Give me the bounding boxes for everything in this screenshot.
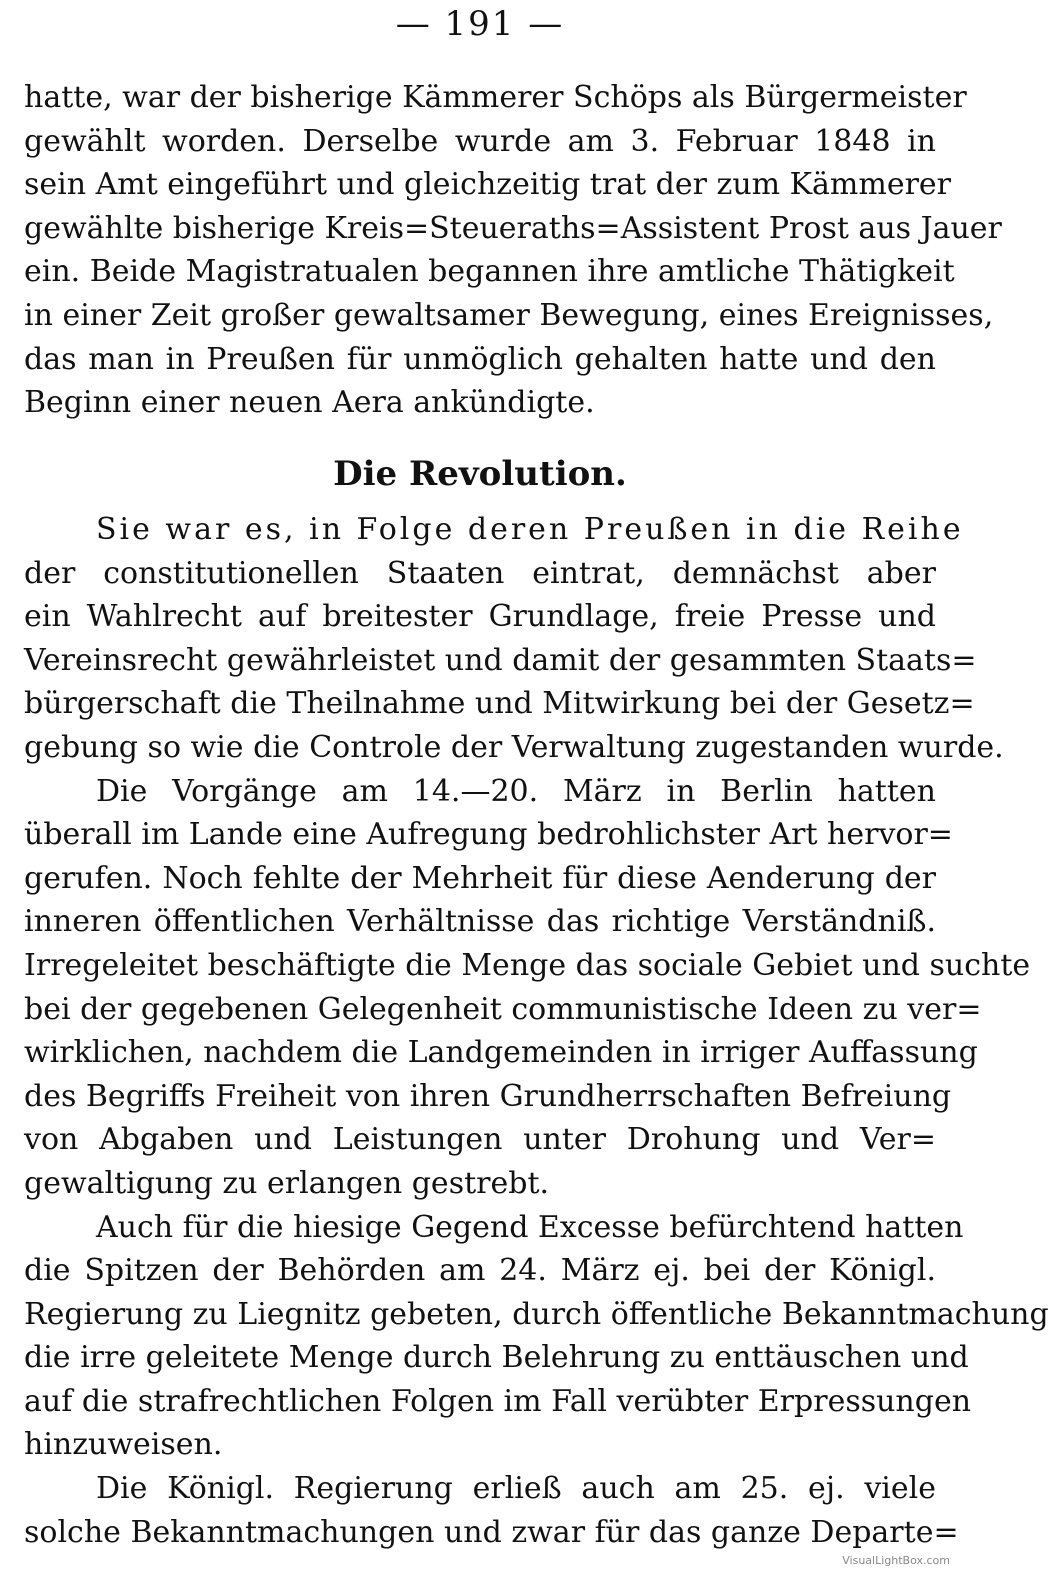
section-heading: Die Revolution. [333, 454, 627, 494]
text-line: hinzuweisen. [24, 1427, 223, 1463]
text-line: bürgerschaft die Theilnahme und Mitwirkung bei der Gesetz= [24, 686, 975, 722]
text-line: Irregeleitet beschäftigte die Menge das sociale Gebiet und suchte [24, 947, 1031, 983]
text-line: Regierung zu Liegnitz gebeten, durch öffentliche Bekanntmachung [24, 1296, 1049, 1332]
text-line: in einer Zeit großer gewaltsamer Bewegung, eines Ereignisses, [24, 297, 994, 333]
page-number: — 191 — [395, 4, 565, 44]
text-line: von Abgaben und Leistungen unter Drohung und Ver= [24, 1122, 936, 1158]
text-line: gewählt worden. Derselbe wurde am 3. Februar 1848 in [24, 123, 936, 159]
text-line: Vereinsrecht gewährleistet und damit der gesammten Staats= [24, 642, 977, 678]
paragraph-continued [24, 76, 1002, 425]
text-line: bei der gegebenen Gelegenheit communistische Ideen zu ver= [24, 991, 982, 1027]
text-line: Auch für die hiesige Gegend Excesse befürchtend hatten [96, 1209, 964, 1245]
section-body [24, 508, 1049, 1554]
text-line: ein Wahlrecht auf breitester Grundlage, freie Presse und [24, 599, 936, 635]
text-line: solche Bekanntmachungen und zwar für das ganze Departe= [24, 1514, 959, 1550]
text-line: die Spitzen der Behörden am 24. März ej. bei der Königl. [24, 1253, 936, 1289]
text-line: Beginn einer neuen Aera ankündigte. [24, 385, 595, 421]
text-line: hatte, war der bisherige Kämmerer Schöps als Bürgermeister [24, 80, 967, 115]
text-line: der constitutionellen Staaten eintrat, demnächst aber [24, 555, 936, 591]
text-line: Die Vorgänge am 14.—20. März in Berlin hatten [96, 773, 936, 809]
text-line: inneren öffentlichen Verhältnisse das richtige Verständniß. [24, 904, 936, 940]
text-line: gewaltigung zu erlangen gestrebt. [24, 1165, 550, 1201]
text-line: gewählte bisherige Kreis=Steueraths=Assistent Prost aus Jauer [24, 210, 1002, 246]
watermark: VisualLightBox.com [842, 1554, 950, 1567]
text-line: Sie war es, in Folge deren Preußen in die Reihe [96, 512, 964, 547]
text-line: auf die strafrechtlichen Folgen im Fall verübter Erpressungen [24, 1383, 972, 1419]
text-line: überall im Lande eine Aufregung bedrohlichster Art hervor= [24, 817, 953, 853]
text-line: Die Königl. Regierung erließ auch am 25. ej. viele [96, 1471, 936, 1507]
text-line: ein. Beide Magistratualen begannen ihre amtliche Thätigkeit [24, 254, 955, 290]
text-line: gerufen. Noch fehlte der Mehrheit für diese Aenderung der [24, 860, 936, 896]
text-line: des Begriffs Freiheit von ihren Grundherrschaften Befreiung [24, 1078, 952, 1114]
text-line: wirklichen, nachdem die Landgemeinden in irriger Auffassung [24, 1035, 978, 1071]
text-line: gebung so wie die Controle der Verwaltung zugestanden wurde. [24, 729, 1004, 765]
text-line: sein Amt eingeführt und gleichzeitig trat der zum Kämmerer [24, 167, 952, 203]
text-line: die irre geleitete Menge durch Belehrung zu enttäuschen und [24, 1340, 969, 1376]
text-line: das man in Preußen für unmöglich gehalten hatte und den [24, 341, 936, 377]
